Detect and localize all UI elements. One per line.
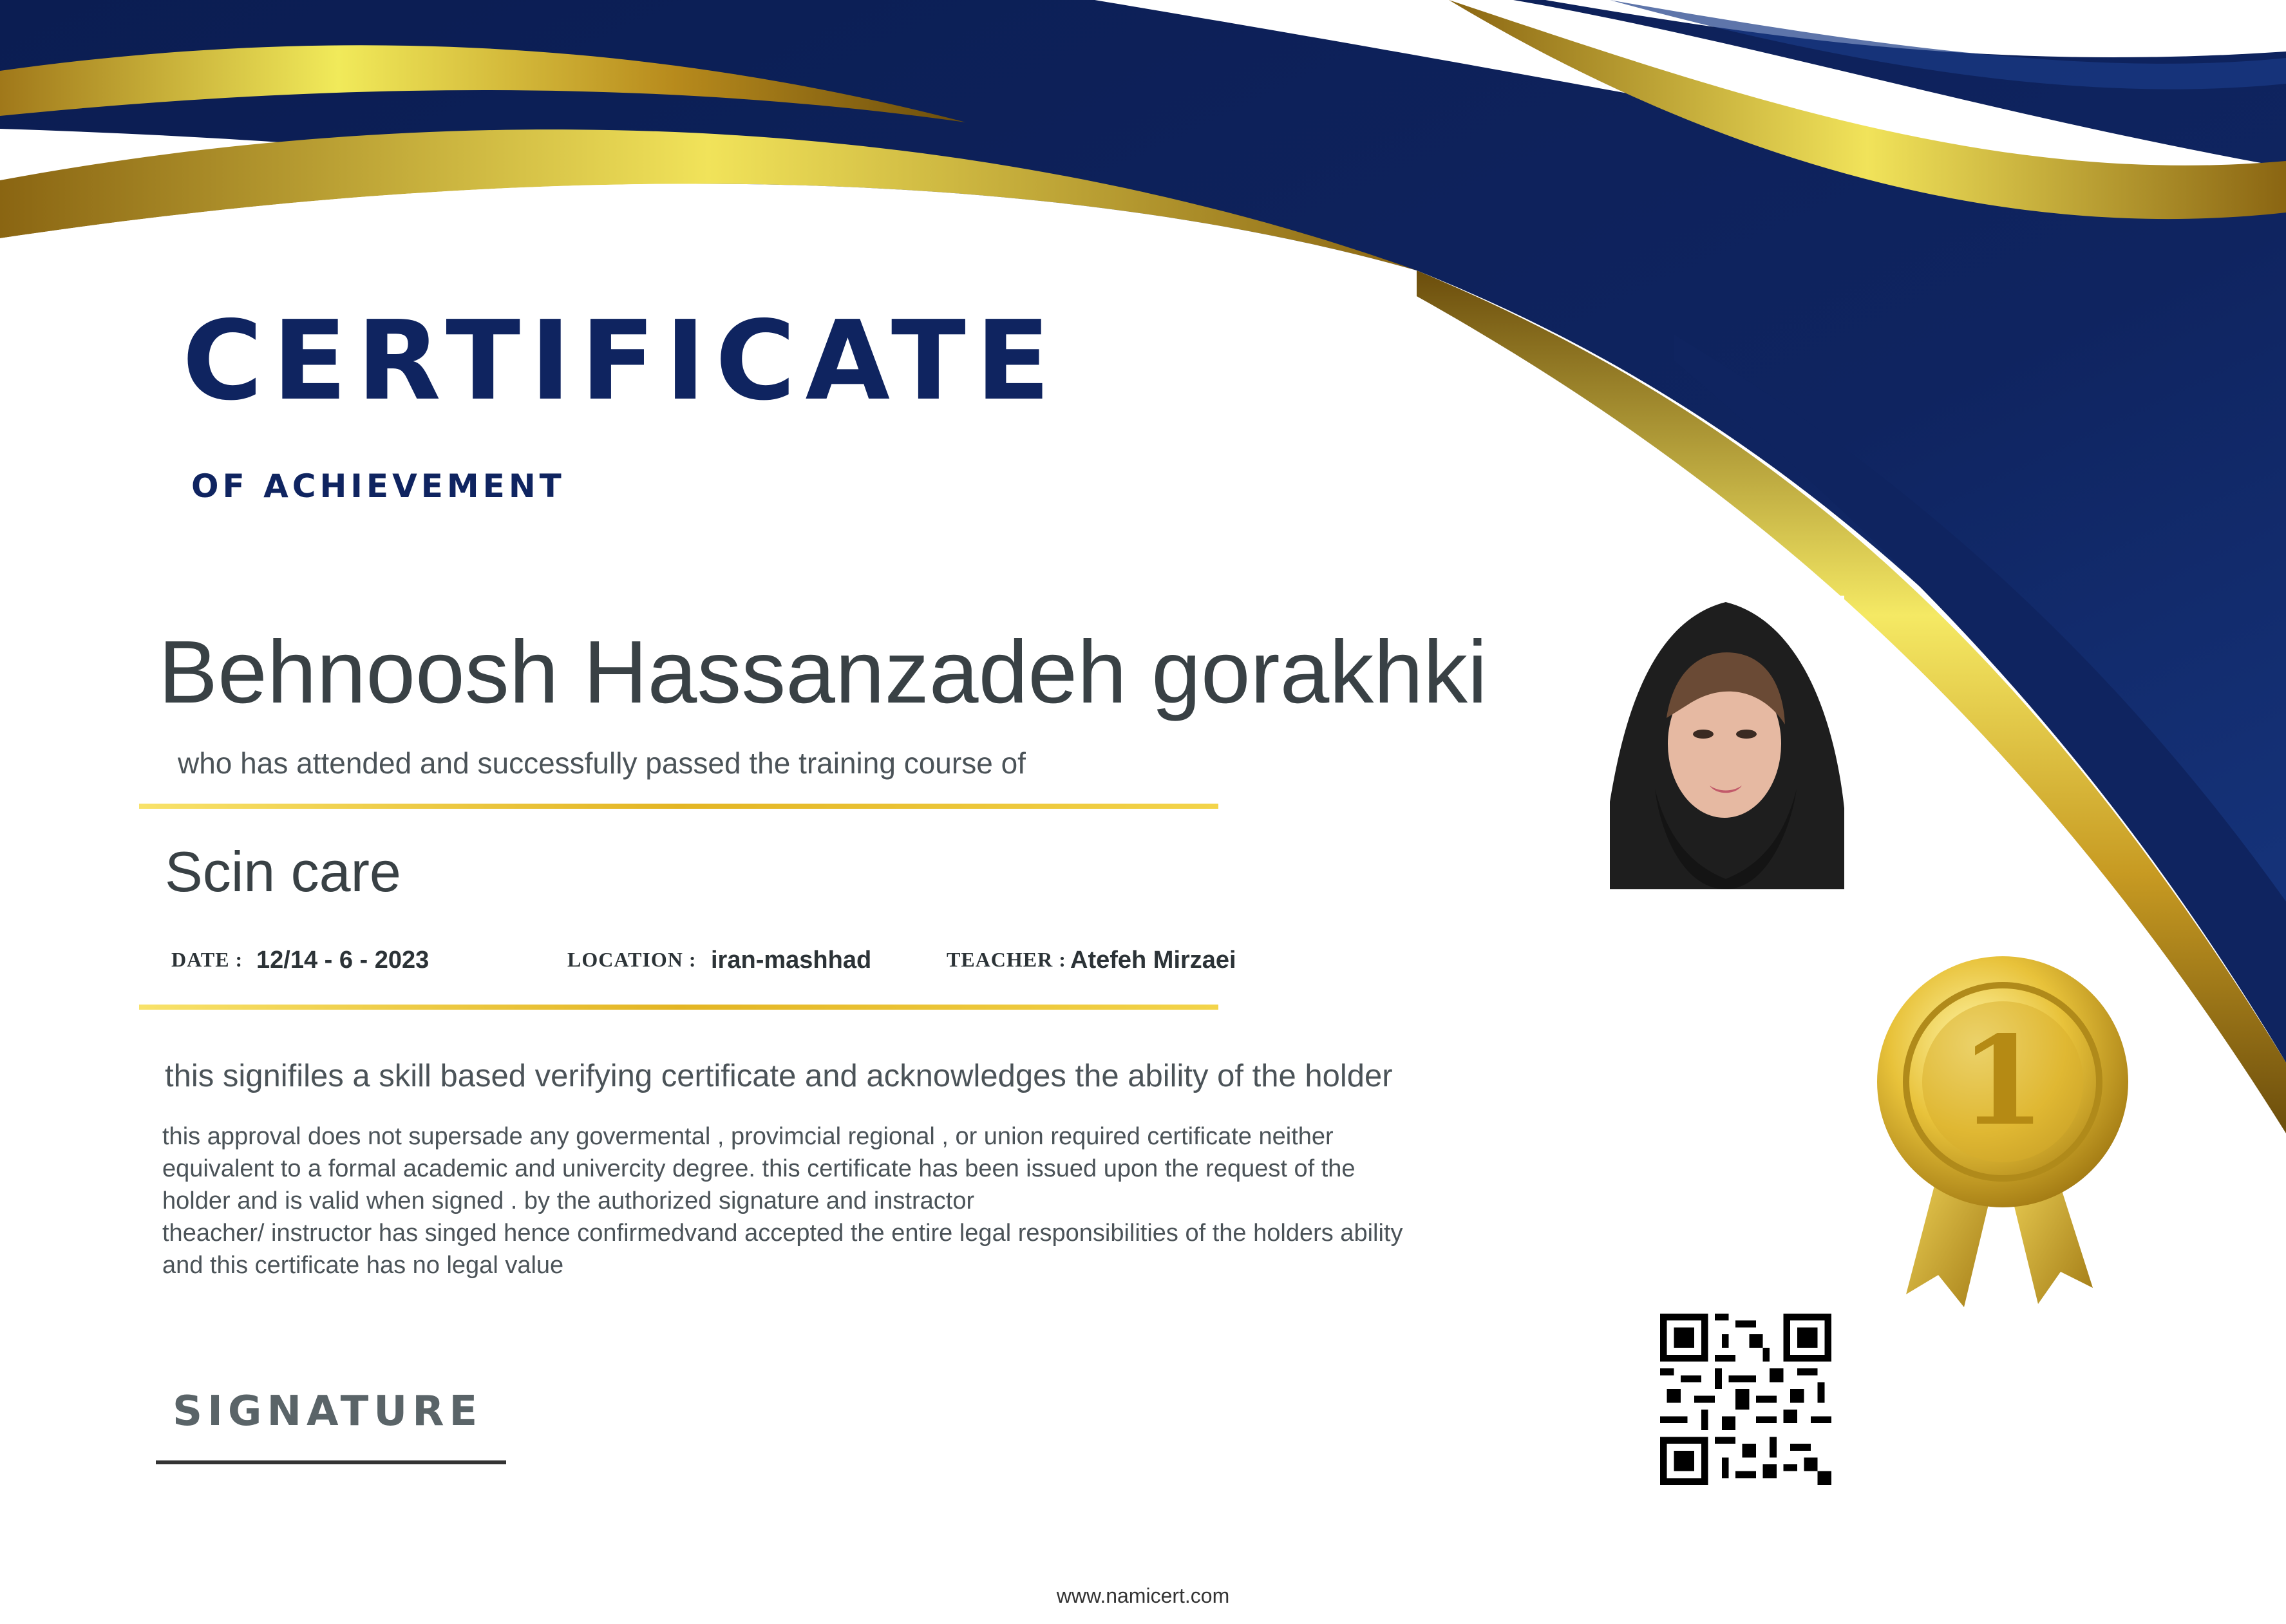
qr-code-icon — [1660, 1314, 1831, 1485]
signature-line — [156, 1460, 506, 1464]
date-label: DATE : — [171, 948, 243, 971]
attended-text: who has attended and successfully passed the training course of — [178, 746, 1026, 780]
legal-line: holder and is valid when signed . by the authorized signature and instractor — [162, 1187, 975, 1214]
location-label: LOCATION : — [567, 948, 697, 971]
legal-line: and this certificate has no legal value — [162, 1252, 564, 1279]
legal-line: equivalent to a formal academic and univercity degree. this certificate has been issued upon the request of the — [162, 1155, 1356, 1182]
website-url: www.namicert.com — [1056, 1584, 1230, 1607]
gold-divider-top — [139, 804, 1218, 809]
legal-line: theacher/ instructor has singed hence confirmedvand accepted the entire legal responsibilities of the holders ability — [162, 1220, 1403, 1247]
gold-medal-icon — [1867, 953, 2138, 1314]
certificate-title: CERTIFICATE — [182, 297, 1060, 425]
date-value: 12/14 - 6 - 2023 — [256, 947, 430, 974]
teacher-label: TEACHER : — [947, 948, 1066, 971]
signature-label: SIGNATURE — [173, 1388, 483, 1435]
recipient-name: Behnoosh Hassanzadeh gorakhki — [158, 623, 1488, 722]
signifies-text: this signifiles a skill based verifying certificate and acknowledges the ability of the holder — [165, 1059, 1393, 1093]
location-value: iran-mashhad — [711, 947, 872, 974]
recipient-photo — [1610, 596, 1844, 889]
certificate-subtitle: OF ACHIEVEMENT — [191, 467, 565, 505]
legal-line: this approval does not supersade any govermental , provimcial regional , or union required certificate neither — [162, 1123, 1334, 1150]
gold-divider-bottom — [139, 1005, 1218, 1010]
teacher-value: Atefeh Mirzaei — [1070, 947, 1236, 974]
course-name: Scin care — [165, 840, 401, 903]
legal-text — [162, 1120, 1515, 1281]
medal-number: 1 — [1960, 1009, 2046, 1153]
